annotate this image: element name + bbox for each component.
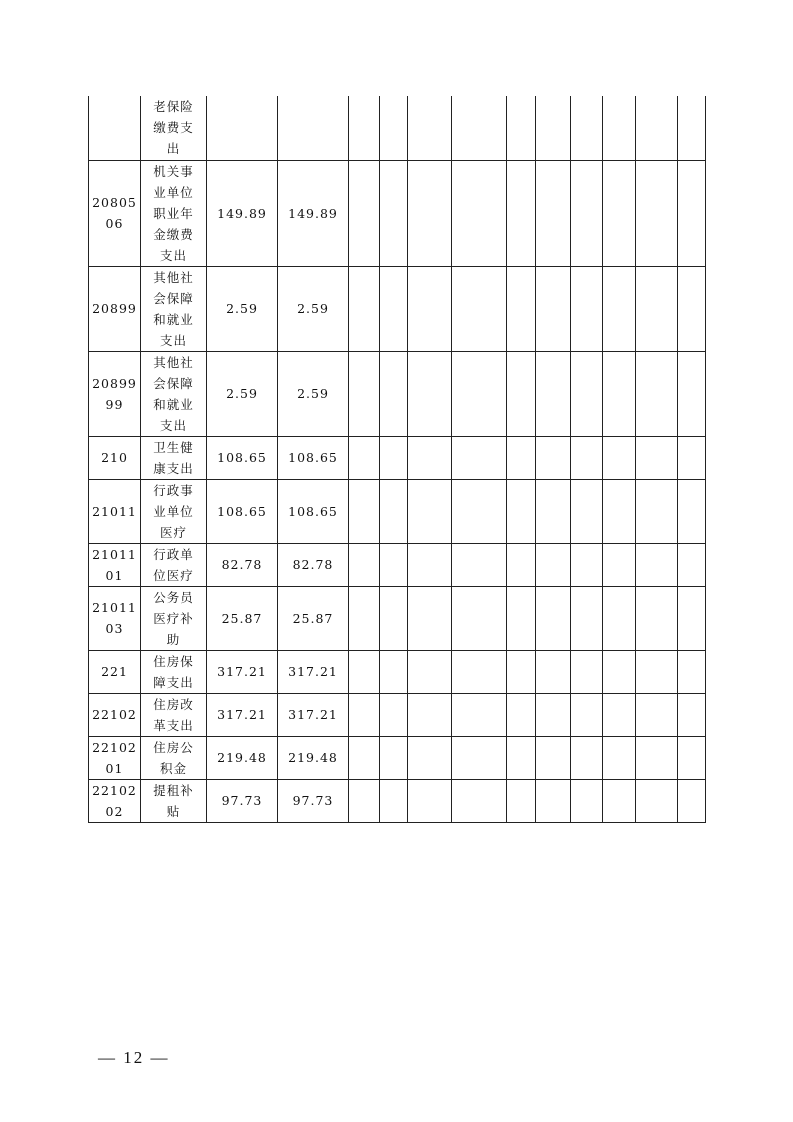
subject-name-cell: 行政事 业单位 医疗	[141, 479, 207, 543]
empty-cell	[603, 650, 636, 693]
empty-cell	[408, 479, 452, 543]
basic-expenditure-cell: 97.73	[278, 779, 349, 822]
total-amount-cell: 108.65	[207, 436, 278, 479]
subject-name-cell: 提租补 贴	[141, 779, 207, 822]
basic-expenditure-cell: 108.65	[278, 479, 349, 543]
empty-cell	[536, 436, 571, 479]
total-amount-cell: 2.59	[207, 351, 278, 436]
empty-cell	[636, 650, 678, 693]
empty-cell	[349, 160, 380, 266]
empty-cell	[571, 479, 603, 543]
subject-name-cell: 住房保 障支出	[141, 650, 207, 693]
empty-cell	[507, 351, 536, 436]
empty-cell	[603, 160, 636, 266]
empty-cell	[380, 160, 408, 266]
empty-cell	[603, 543, 636, 586]
table-row	[89, 586, 706, 650]
empty-cell	[349, 736, 380, 779]
subject-code-cell: 22102 01	[89, 736, 141, 779]
empty-cell	[452, 543, 507, 586]
empty-cell	[349, 586, 380, 650]
empty-cell	[408, 693, 452, 736]
empty-cell	[380, 586, 408, 650]
total-amount-cell: 317.21	[207, 650, 278, 693]
empty-cell	[536, 266, 571, 351]
total-amount-cell: 2.59	[207, 266, 278, 351]
empty-cell	[603, 693, 636, 736]
empty-cell	[636, 693, 678, 736]
empty-cell	[507, 266, 536, 351]
empty-cell	[536, 693, 571, 736]
empty-cell	[349, 779, 380, 822]
total-amount-cell: 219.48	[207, 736, 278, 779]
empty-cell	[571, 351, 603, 436]
empty-cell	[349, 96, 380, 160]
empty-cell	[380, 479, 408, 543]
empty-cell	[678, 351, 706, 436]
empty-cell	[636, 543, 678, 586]
empty-cell	[380, 693, 408, 736]
table-row	[89, 693, 706, 736]
subject-code-cell: 22102	[89, 693, 141, 736]
empty-cell	[571, 650, 603, 693]
subject-code-cell: 20805 06	[89, 160, 141, 266]
total-amount-cell: 25.87	[207, 586, 278, 650]
empty-cell	[536, 650, 571, 693]
table-row	[89, 436, 706, 479]
empty-cell	[452, 693, 507, 736]
empty-cell	[507, 436, 536, 479]
empty-cell	[408, 160, 452, 266]
empty-cell	[678, 96, 706, 160]
empty-cell	[507, 779, 536, 822]
empty-cell	[536, 96, 571, 160]
subject-name-cell: 卫生健 康支出	[141, 436, 207, 479]
empty-cell	[507, 96, 536, 160]
table-row	[89, 266, 706, 351]
empty-cell	[452, 650, 507, 693]
empty-cell	[408, 586, 452, 650]
subject-name-cell: 老保险 缴费支 出	[141, 96, 207, 160]
empty-cell	[349, 436, 380, 479]
empty-cell	[603, 351, 636, 436]
table-row	[89, 779, 706, 822]
basic-expenditure-cell: 108.65	[278, 436, 349, 479]
total-amount-cell	[207, 96, 278, 160]
table-row	[89, 479, 706, 543]
empty-cell	[571, 160, 603, 266]
table-row	[89, 543, 706, 586]
empty-cell	[678, 266, 706, 351]
empty-cell	[571, 266, 603, 351]
empty-cell	[536, 779, 571, 822]
empty-cell	[536, 351, 571, 436]
empty-cell	[603, 96, 636, 160]
empty-cell	[603, 736, 636, 779]
subject-code-cell: 210	[89, 436, 141, 479]
basic-expenditure-cell: 25.87	[278, 586, 349, 650]
empty-cell	[636, 160, 678, 266]
subject-code-cell: 221	[89, 650, 141, 693]
table-row	[89, 96, 706, 160]
subject-code-cell: 21011 01	[89, 543, 141, 586]
empty-cell	[507, 650, 536, 693]
empty-cell	[636, 266, 678, 351]
empty-cell	[507, 693, 536, 736]
empty-cell	[380, 436, 408, 479]
page-number: — 12 —	[98, 1048, 170, 1067]
empty-cell	[571, 586, 603, 650]
empty-cell	[636, 779, 678, 822]
subject-code-cell: 22102 02	[89, 779, 141, 822]
empty-cell	[678, 650, 706, 693]
empty-cell	[636, 96, 678, 160]
empty-cell	[636, 479, 678, 543]
empty-cell	[408, 779, 452, 822]
subject-name-cell: 其他社 会保障 和就业 支出	[141, 266, 207, 351]
empty-cell	[380, 351, 408, 436]
empty-cell	[349, 693, 380, 736]
table-row	[89, 160, 706, 266]
basic-expenditure-cell: 219.48	[278, 736, 349, 779]
empty-cell	[452, 586, 507, 650]
empty-cell	[678, 479, 706, 543]
empty-cell	[349, 479, 380, 543]
empty-cell	[507, 160, 536, 266]
empty-cell	[452, 479, 507, 543]
empty-cell	[636, 586, 678, 650]
empty-cell	[536, 543, 571, 586]
empty-cell	[408, 543, 452, 586]
empty-cell	[380, 266, 408, 351]
empty-cell	[452, 436, 507, 479]
subject-name-cell: 行政单 位医疗	[141, 543, 207, 586]
table-row	[89, 736, 706, 779]
empty-cell	[636, 436, 678, 479]
empty-cell	[349, 266, 380, 351]
total-amount-cell: 82.78	[207, 543, 278, 586]
empty-cell	[678, 543, 706, 586]
empty-cell	[636, 736, 678, 779]
basic-expenditure-cell: 82.78	[278, 543, 349, 586]
empty-cell	[678, 779, 706, 822]
subject-name-cell: 公务员 医疗补 助	[141, 586, 207, 650]
basic-expenditure-cell: 149.89	[278, 160, 349, 266]
empty-cell	[408, 351, 452, 436]
empty-cell	[507, 479, 536, 543]
empty-cell	[380, 96, 408, 160]
empty-cell	[678, 436, 706, 479]
empty-cell	[452, 96, 507, 160]
empty-cell	[678, 586, 706, 650]
empty-cell	[452, 351, 507, 436]
basic-expenditure-cell: 317.21	[278, 650, 349, 693]
empty-cell	[636, 351, 678, 436]
subject-code-cell: 20899 99	[89, 351, 141, 436]
table-row	[89, 351, 706, 436]
empty-cell	[603, 436, 636, 479]
subject-name-cell: 住房改 革支出	[141, 693, 207, 736]
subject-code-cell: 21011	[89, 479, 141, 543]
empty-cell	[408, 650, 452, 693]
empty-cell	[603, 266, 636, 351]
total-amount-cell: 317.21	[207, 693, 278, 736]
empty-cell	[536, 160, 571, 266]
empty-cell	[380, 650, 408, 693]
table-row	[89, 650, 706, 693]
empty-cell	[571, 693, 603, 736]
subject-code-cell	[89, 96, 141, 160]
empty-cell	[380, 779, 408, 822]
empty-cell	[452, 266, 507, 351]
empty-cell	[603, 586, 636, 650]
empty-cell	[349, 351, 380, 436]
empty-cell	[507, 586, 536, 650]
basic-expenditure-cell: 2.59	[278, 266, 349, 351]
subject-name-cell: 住房公 积金	[141, 736, 207, 779]
total-amount-cell: 108.65	[207, 479, 278, 543]
empty-cell	[536, 586, 571, 650]
empty-cell	[571, 779, 603, 822]
empty-cell	[452, 779, 507, 822]
empty-cell	[452, 736, 507, 779]
empty-cell	[571, 436, 603, 479]
subject-code-cell: 21011 03	[89, 586, 141, 650]
empty-cell	[571, 543, 603, 586]
empty-cell	[349, 650, 380, 693]
empty-cell	[536, 479, 571, 543]
basic-expenditure-cell	[278, 96, 349, 160]
basic-expenditure-cell: 2.59	[278, 351, 349, 436]
subject-name-cell: 机关事 业单位 职业年 金缴费 支出	[141, 160, 207, 266]
empty-cell	[507, 543, 536, 586]
empty-cell	[349, 543, 380, 586]
subject-code-cell: 20899	[89, 266, 141, 351]
budget-table	[88, 96, 706, 823]
empty-cell	[380, 543, 408, 586]
empty-cell	[408, 96, 452, 160]
total-amount-cell: 149.89	[207, 160, 278, 266]
empty-cell	[603, 479, 636, 543]
empty-cell	[408, 436, 452, 479]
basic-expenditure-cell: 317.21	[278, 693, 349, 736]
empty-cell	[603, 779, 636, 822]
empty-cell	[678, 736, 706, 779]
subject-name-cell: 其他社 会保障 和就业 支出	[141, 351, 207, 436]
empty-cell	[678, 160, 706, 266]
empty-cell	[507, 736, 536, 779]
empty-cell	[452, 160, 507, 266]
empty-cell	[571, 736, 603, 779]
empty-cell	[536, 736, 571, 779]
total-amount-cell: 97.73	[207, 779, 278, 822]
empty-cell	[571, 96, 603, 160]
empty-cell	[408, 266, 452, 351]
empty-cell	[380, 736, 408, 779]
empty-cell	[678, 693, 706, 736]
empty-cell	[408, 736, 452, 779]
